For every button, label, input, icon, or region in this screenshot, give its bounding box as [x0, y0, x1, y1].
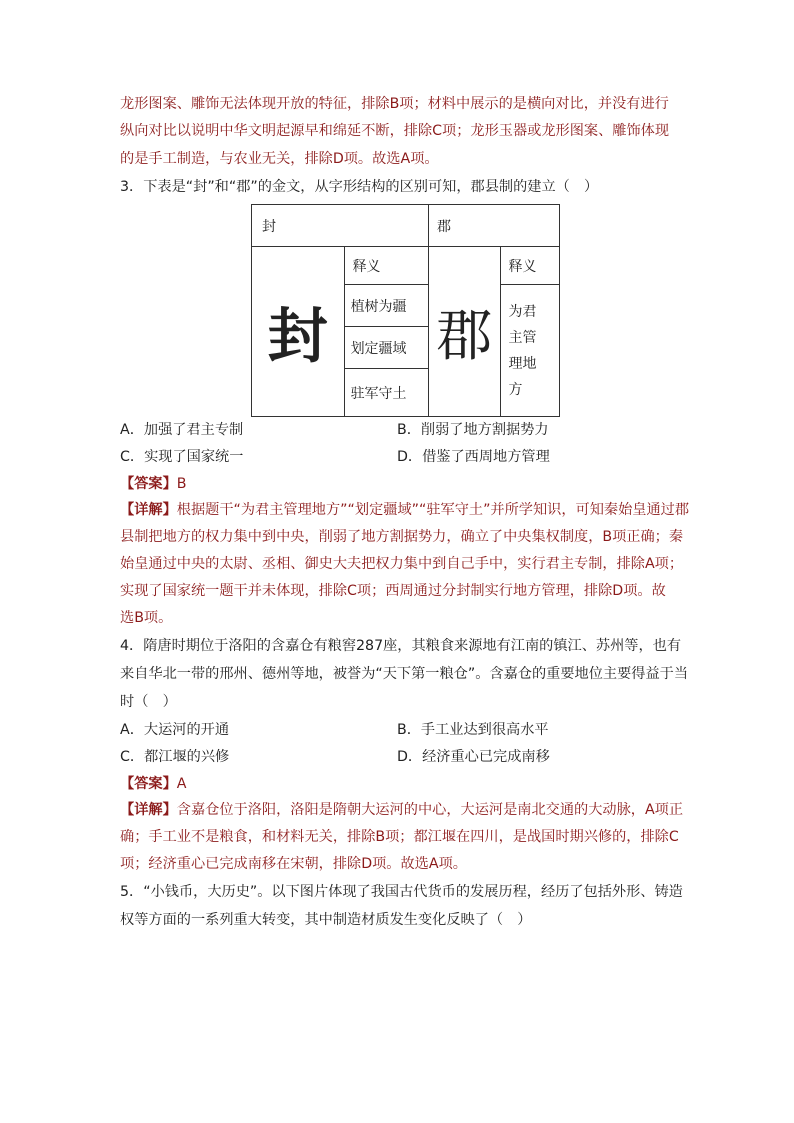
q4-stem-line-2: 来自华北一带的邢州、德州等地，被誉为“天下第一粮仓”。含嘉仓的重要地位主要得益于当 — [120, 666, 689, 682]
jun-meaning-line-1: 为君 — [508, 303, 537, 320]
q3-analysis-line-4: 实现了国家统一题干并未体现，排除C项；西周通过分封制实行地方管理，排除D项。故 — [120, 583, 666, 599]
q4-analysis-text-1: 含嘉仓位于洛阳，洛阳是隋朝大运河的中心，大运河是南北交通的大动脉，A项正 — [176, 802, 684, 818]
feng-meaning-3: 驻军守土 — [344, 369, 428, 417]
jun-meaning-line-3: 理地 — [508, 355, 537, 372]
q4-stem-line-3: 时（ ） — [120, 694, 177, 710]
q4-answer-label: 【答案】 — [120, 776, 177, 792]
jun-header: 郡 — [429, 205, 560, 247]
feng-bronze-glyph: 封 — [267, 301, 328, 372]
q4-answer-value: A — [176, 776, 187, 792]
q3-option-c: C．实现了国家统一 — [120, 449, 244, 465]
feng-meaning-2: 划定疆域 — [344, 327, 428, 369]
q4-analysis-line-2: 确；手工业不是粮食，和材料无关，排除B项；都江堰在四川，是战国时期兴修的，排除C — [120, 829, 679, 845]
intro-line-1: 龙形图案、雕饰无法体现开放的特征，排除B项；材料中展示的是横向对比，并没有进行 — [120, 96, 669, 112]
q3-analysis-text-1: 根据题干“为君主管理地方”“划定疆域”“驻军守土”并所学知识，可知秦始皇通过郡 — [176, 502, 690, 518]
q3-analysis-line-3: 始皇通过中央的太尉、丞相、御史大夫把权力集中到自己手中，实行君主专制，排除A项； — [120, 556, 684, 572]
jun-meaning-header: 释义 — [500, 247, 559, 285]
q4-analysis-line-1 — [120, 800, 683, 820]
q5-stem-line-1: 5．“小钱币，大历史”。以下图片体现了我国古代货币的发展历程，经历了包括外形、铸造 — [120, 884, 683, 900]
q3-stem: 3．下表是“封”和“郡”的金文，从字形结构的区别可知，郡县制的建立（ ） — [120, 179, 599, 195]
q3-analysis-label: 【详解】 — [120, 502, 177, 518]
jun-meaning-line-4: 方 — [508, 381, 523, 398]
q4-option-c: C．都江堰的兴修 — [120, 749, 230, 765]
q4-option-a: A．大运河的开通 — [120, 722, 230, 738]
jun-meaning — [500, 285, 559, 417]
q4-option-b: B．手工业达到很高水平 — [397, 722, 549, 738]
q4-analysis-line-3: 项；经济重心已完成南移在宋朝，排除D项。故选A项。 — [120, 856, 467, 872]
q4-option-d: D．经济重心已完成南移 — [397, 749, 550, 765]
q3-answer-label: 【答案】 — [120, 476, 177, 492]
q4-stem-line-1: 4．隋唐时期位于洛阳的含嘉仓有粮窖287座，其粮食来源地有江南的镇江、苏州等，也有 — [120, 638, 682, 654]
intro-line-3: 的是手工制造，与农业无关，排除D项。故选A项。 — [120, 151, 439, 167]
q3-option-d: D．借鉴了西周地方管理 — [397, 449, 550, 465]
jun-bronze-glyph: 郡 — [436, 303, 493, 369]
q4-analysis-label: 【详解】 — [120, 802, 177, 818]
q5-stem-line-2: 权等方面的一系列重大转变，其中制造材质发生变化反映了（ ） — [120, 912, 532, 928]
feng-meaning-header: 释义 — [344, 247, 428, 285]
q3-analysis-line-2: 县制把地方的权力集中到中央，削弱了地方割据势力，确立了中央集权制度，B项正确；秦 — [120, 529, 684, 545]
q3-answer-value: B — [176, 476, 187, 492]
jun-meaning-line-2: 主管 — [508, 329, 537, 346]
q3-analysis-line-5: 选B项。 — [120, 610, 173, 626]
feng-meaning-1: 植树为疆 — [344, 285, 428, 327]
q3-option-b: B．削弱了地方割据势力 — [397, 422, 549, 438]
jun-glyph-cell — [429, 247, 501, 417]
feng-glyph-cell — [252, 247, 345, 417]
q3-analysis-line-1 — [120, 500, 689, 520]
glyph-table — [251, 204, 560, 417]
q3-answer — [120, 474, 187, 494]
q3-option-a: A．加强了君主专制 — [120, 422, 244, 438]
intro-line-2: 纵向对比以说明中华文明起源早和绵延不断，排除C项；龙形玉器或龙形图案、雕饰体现 — [120, 123, 670, 139]
q4-answer — [120, 774, 186, 794]
feng-header: 封 — [252, 205, 429, 247]
